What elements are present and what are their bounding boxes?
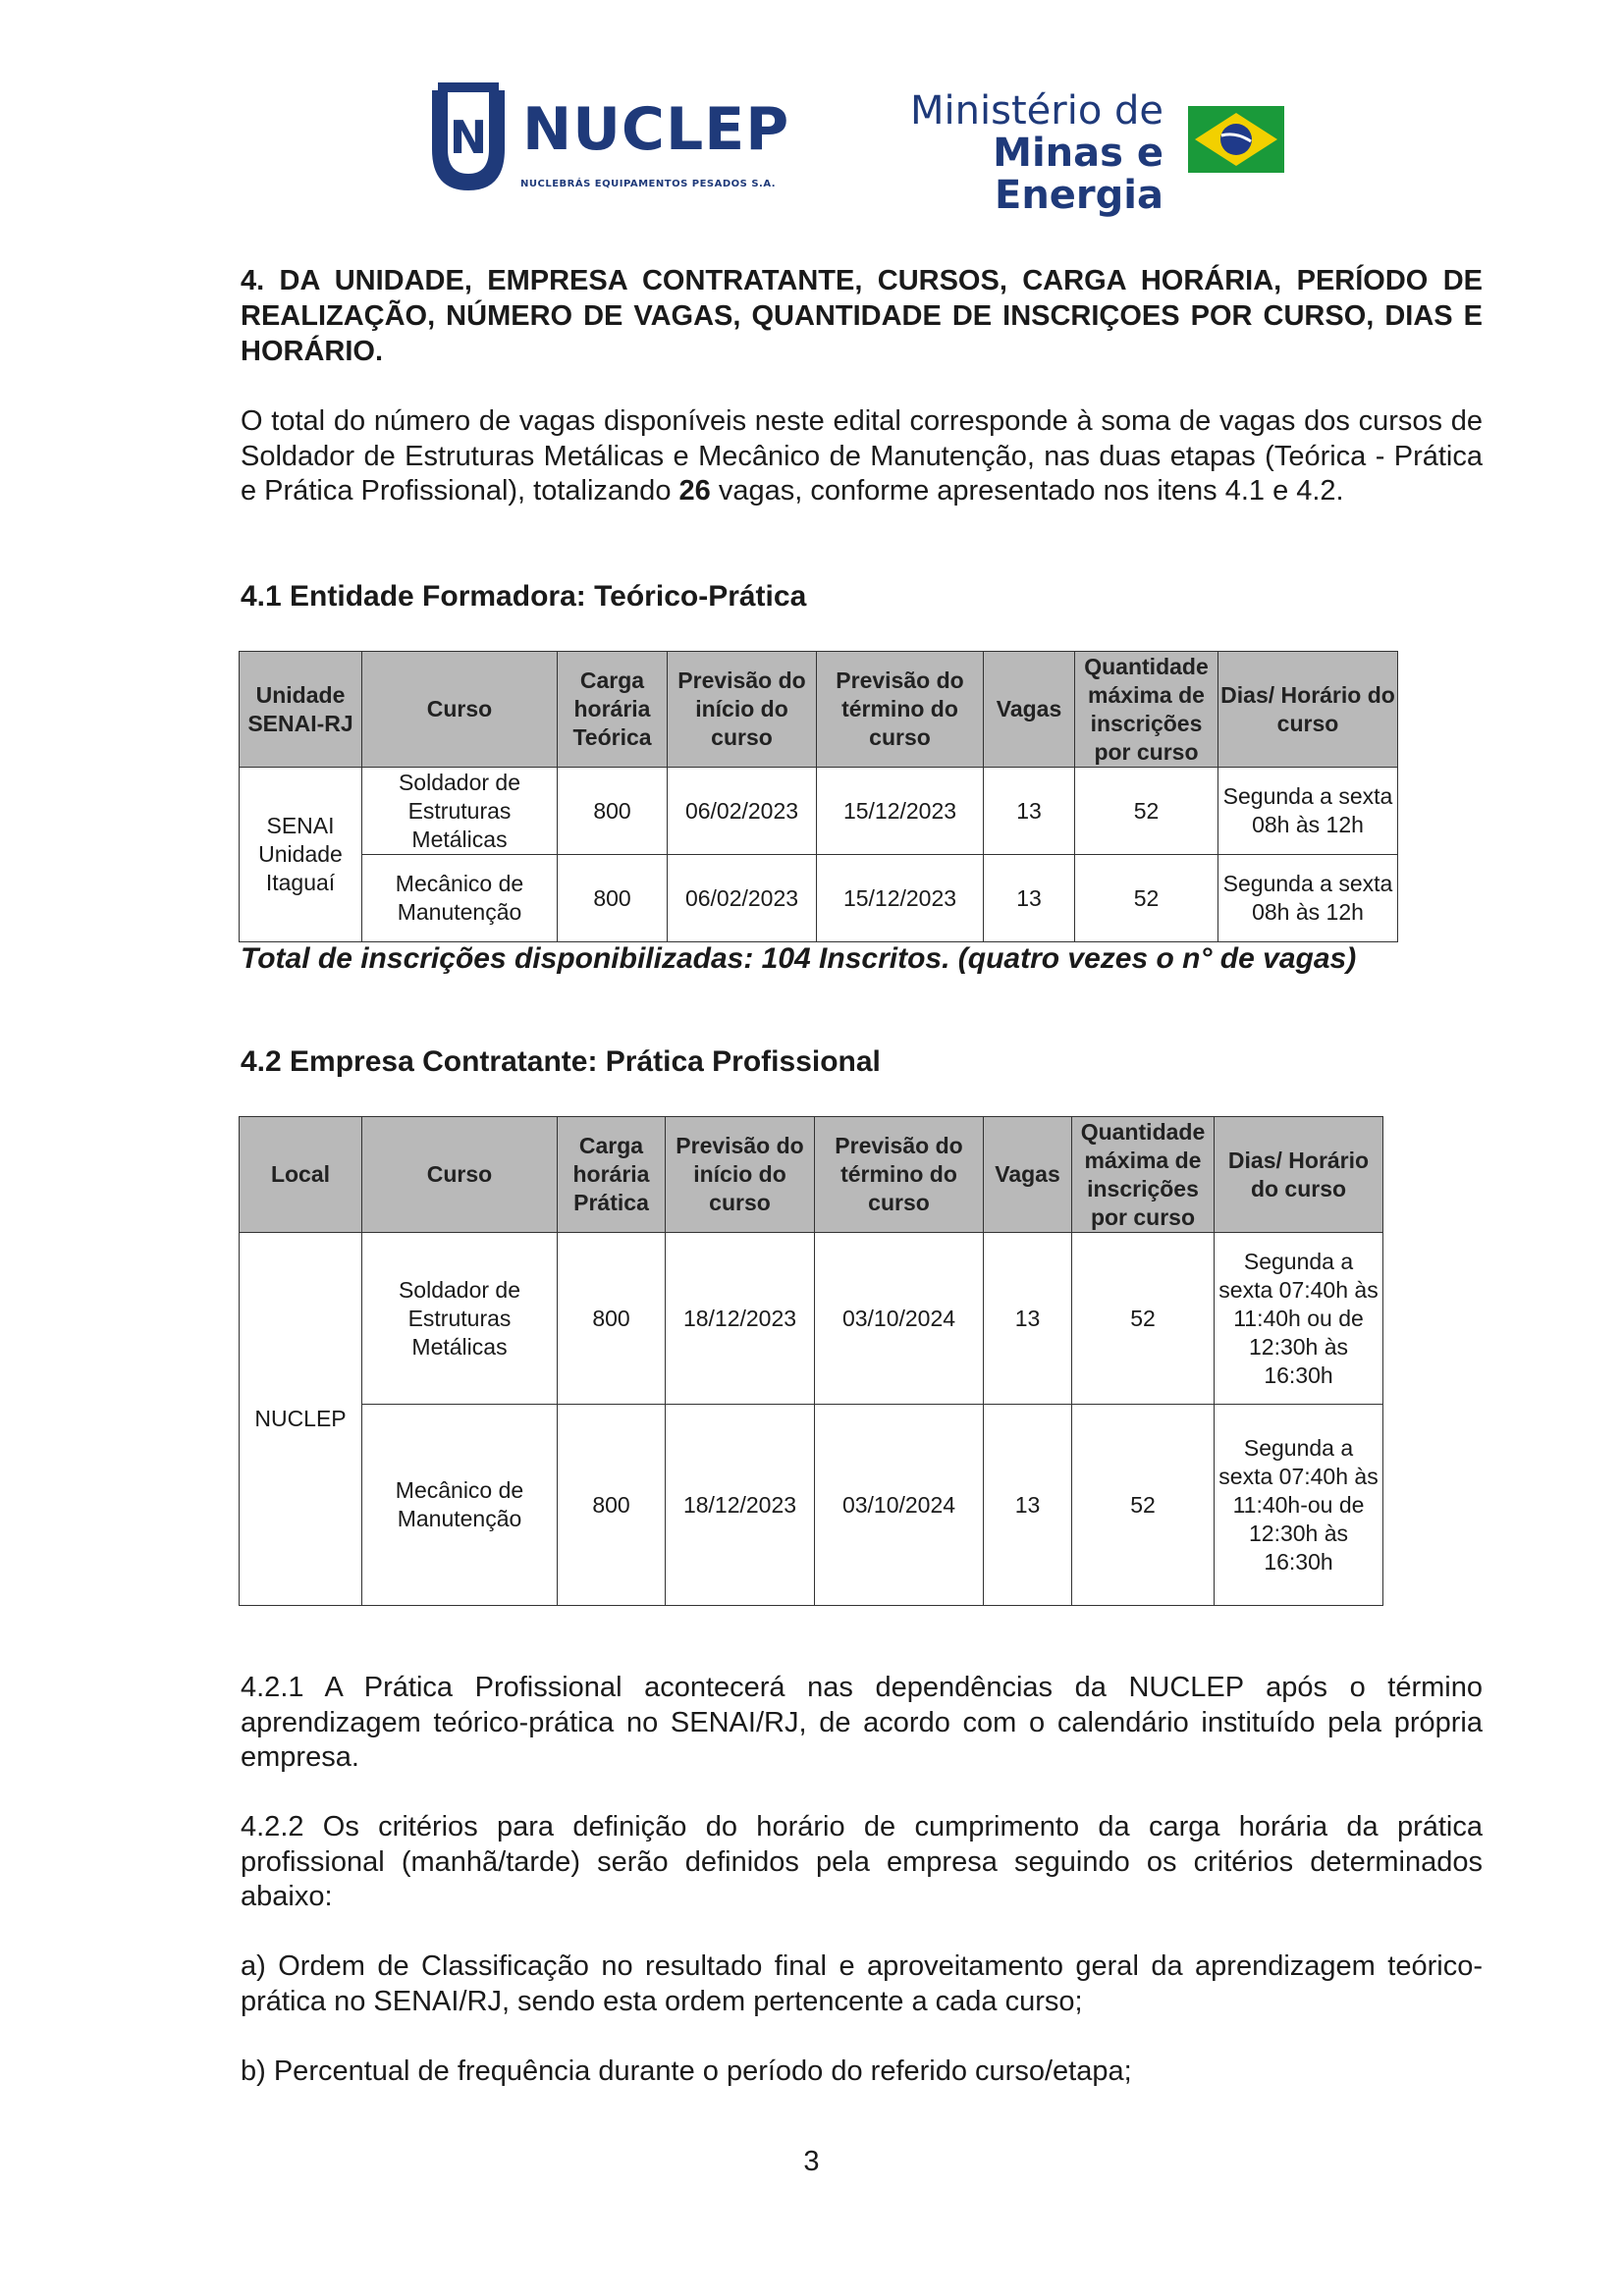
paragraph-4-2-2: 4.2.2 Os critérios para definição do horário de cumprimento da carga horária da prática profissional (manhã/tarde) serão definidos pela empresa seguindo os critérios determinados abaixo:	[241, 1811, 1483, 1912]
nuclep-emblem-icon	[424, 80, 513, 198]
intro-total-vagas: 26	[678, 475, 711, 507]
table-pratica-profissional	[239, 1116, 1383, 1606]
header-previsao-termino: Previsão do término do curso	[815, 1117, 984, 1233]
cell-curso: Soldador de Estruturas Metálicas	[362, 1233, 558, 1405]
cell-vagas: 13	[984, 768, 1075, 855]
cell-vagas: 13	[984, 1233, 1072, 1405]
cell-horario: Segunda a sexta 08h às 12h	[1218, 855, 1398, 942]
paragraph-item-a: a) Ordem de Classificação no resultado final e aproveitamento geral da aprendizagem teórico-prática no SENAI/RJ, sendo esta ordem pertencente a cada curso;	[241, 1950, 1483, 2017]
cell-curso: Mecânico de Manutenção	[362, 1405, 558, 1606]
header-curso: Curso	[362, 652, 558, 768]
header-quantidade-inscricoes: Quantidade máxima de inscrições por curso	[1072, 1117, 1215, 1233]
table-row	[240, 855, 1398, 942]
cell-carga: 800	[558, 855, 668, 942]
paragraph-item-b: b) Percentual de frequência durante o período do referido curso/etapa;	[241, 2056, 1132, 2087]
cell-horario: Segunda a sexta 07:40h às 11:40h-ou de 12:30h às 16:30h	[1215, 1405, 1383, 1606]
intro-text-start: O total do número de vagas disponíveis neste edital corresponde à soma de vagas dos cursos de Soldador de Estruturas Metálicas e Mecânico de Manutenção, nas duas etapas (Teórica - Prática e Prática Profissional), totalizando	[241, 405, 1483, 507]
intro-paragraph	[241, 404, 1483, 509]
brazil-flag-icon	[1188, 106, 1284, 173]
nuclep-subtitle: NUCLEBRÁS EQUIPAMENTOS PESADOS S.A.	[520, 179, 777, 189]
cell-carga: 800	[558, 1233, 666, 1405]
cell-carga: 800	[558, 768, 668, 855]
header-dias-horario: Dias/ Horário do curso	[1215, 1117, 1383, 1233]
header-dias-horario: Dias/ Horário do curso	[1218, 652, 1398, 768]
cell-local: NUCLEP	[240, 1233, 362, 1606]
header-carga-horaria: Carga horária Teórica	[558, 652, 668, 768]
header-carga-horaria: Carga horária Prática	[558, 1117, 666, 1233]
page-number: 3	[803, 2146, 820, 2177]
cell-inscricoes: 52	[1072, 1233, 1215, 1405]
section-title: 4. DA UNIDADE, EMPRESA CONTRATANTE, CURSOS, CARGA HORÁRIA, PERÍODO DE REALIZAÇÃO, NÚMERO DE VAGAS, QUANTIDADE DE INSCRIÇOES POR CURSO, DIAS E HORÁRIO.	[241, 265, 1483, 367]
ministry-line-1: Ministério de	[910, 88, 1163, 133]
header-previsao-termino: Previsão do término do curso	[817, 652, 984, 768]
ministry-line-2: Minas e Energia	[993, 131, 1163, 219]
header-local: Local	[240, 1117, 362, 1233]
subsection-4-1-heading: 4.1 Entidade Formadora: Teórico-Prática	[241, 580, 807, 613]
cell-curso: Mecânico de Manutenção	[362, 855, 558, 942]
cell-inicio: 06/02/2023	[668, 855, 817, 942]
cell-termino: 03/10/2024	[815, 1405, 984, 1606]
paragraph-4-2-1: 4.2.1 A Prática Profissional acontecerá nas dependências da NUCLEP após o término aprendizagem teórico-prática no SENAI/RJ, de acordo com o calendário instituído pela própria empresa.	[241, 1672, 1483, 1773]
nuclep-wordmark: NUCLEP	[522, 95, 790, 164]
nuclep-logo	[424, 80, 797, 198]
intro-text-end: vagas, conforme apresentado nos itens 4.1 e 4.2.	[710, 475, 1344, 507]
header-vagas: Vagas	[984, 1117, 1072, 1233]
cell-unidade: SENAI Unidade Itaguaí	[240, 768, 362, 942]
table2-header-row	[240, 1117, 1383, 1233]
cell-horario: Segunda a sexta 07:40h às 11:40h ou de 12:30h às 16:30h	[1215, 1233, 1383, 1405]
subsection-4-2-heading: 4.2 Empresa Contratante: Prática Profissional	[241, 1045, 881, 1078]
cell-inscricoes: 52	[1075, 768, 1218, 855]
header-curso: Curso	[362, 1117, 558, 1233]
cell-horario: Segunda a sexta 08h às 12h	[1218, 768, 1398, 855]
cell-curso: Soldador de Estruturas Metálicas	[362, 768, 558, 855]
cell-inicio: 18/12/2023	[666, 1233, 815, 1405]
ministry-logo-text	[825, 90, 1163, 218]
cell-inicio: 18/12/2023	[666, 1405, 815, 1606]
header-quantidade-inscricoes: Quantidade máxima de inscrições por curso	[1075, 652, 1218, 768]
table-teorico-pratica	[239, 651, 1398, 942]
header-unidade: Unidade SENAI-RJ	[240, 652, 362, 768]
cell-carga: 800	[558, 1405, 666, 1606]
table-row	[240, 1233, 1383, 1405]
table-row	[240, 768, 1398, 855]
cell-vagas: 13	[984, 855, 1075, 942]
table-row	[240, 1405, 1383, 1606]
svg-text:N: N	[449, 111, 488, 164]
cell-termino: 03/10/2024	[815, 1233, 984, 1405]
header-previsao-inicio: Previsão do início do curso	[666, 1117, 815, 1233]
cell-inscricoes: 52	[1075, 855, 1218, 942]
header-vagas: Vagas	[984, 652, 1075, 768]
cell-inicio: 06/02/2023	[668, 768, 817, 855]
total-inscricoes-text: Total de inscrições disponibilizadas: 104 Inscritos. (quatro vezes o n° de vagas)	[241, 942, 1357, 975]
cell-inscricoes: 52	[1072, 1405, 1215, 1606]
cell-termino: 15/12/2023	[817, 768, 984, 855]
header-previsao-inicio: Previsão do início do curso	[668, 652, 817, 768]
cell-termino: 15/12/2023	[817, 855, 984, 942]
cell-vagas: 13	[984, 1405, 1072, 1606]
table1-header-row	[240, 652, 1398, 768]
